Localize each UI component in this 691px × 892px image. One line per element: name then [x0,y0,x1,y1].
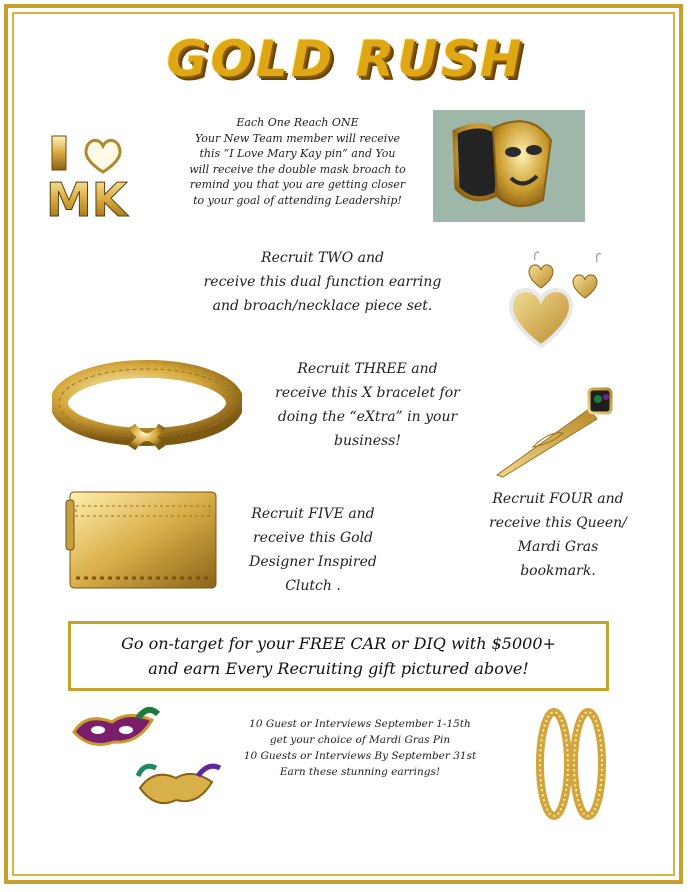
hoop-earrings-image [528,702,614,826]
mardi-gras-pins-image [68,702,226,820]
x-bracelet-image [52,358,242,453]
text-line: Recruit THREE and [297,361,438,377]
text-line: doing the “eXtra” in your [277,409,458,425]
text-line: and broach/necklace piece set. [212,298,433,314]
text-line: Each One Reach ONE [236,116,359,129]
callout-line: and earn Every Recruiting gift pictured above! [148,659,529,678]
callout-line: Go on-target for your FREE CAR or DIQ with $5000+ [121,634,556,653]
text-line: receive this X bracelet for [275,385,460,401]
page-title: GOLD RUSH [166,30,525,88]
text-line: get your choice of Mardi Gras Pin [269,734,451,746]
text-line: Earn these stunning earrings! [279,766,441,778]
text-line: will receive the double mask broach to [189,162,406,176]
text-line: Mardi Gras [517,539,599,555]
text-line: 10 Guests or Interviews By September 31st [243,750,477,762]
text-line: this “I Love Mary Kay pin” and You [199,147,396,160]
text-line: Designer Inspired [249,554,377,570]
text-line: receive this Queen/ [489,515,627,531]
section-recruit-four-text [458,487,658,583]
text-line: business! [334,433,401,449]
section-recruit-two-text [165,246,480,318]
text-line: to your goal of attending Leadership! [193,193,402,207]
gold-clutch-image [62,486,222,598]
text-line: Recruit FOUR and [492,491,624,507]
queen-bookmark-image [493,383,618,478]
section-guest-interviews-text [210,716,510,780]
section-recruit-five-text [228,502,398,598]
text-line: Clutch . [285,578,341,594]
section-reach-one-text [165,115,430,208]
heart-earring-set-image [497,248,625,350]
double-mask-broach-image [433,110,585,222]
text-line: Your New Team member will receive [194,131,401,145]
text-line: Recruit TWO and [261,250,384,266]
pin-letters: MK [46,173,128,222]
i-love-mk-pin-image [40,122,158,222]
text-line: receive this Gold [252,530,374,546]
text-line: receive this dual function earring [203,274,442,290]
text-line: 10 Guest or Interviews September 1-15th [249,718,471,730]
text-line: Recruit FIVE and [251,506,375,522]
section-recruit-three-text [255,357,480,453]
text-line: bookmark. [520,563,596,579]
car-diq-callout-box [68,621,609,691]
text-line: remind you that you are getting closer [189,178,406,191]
